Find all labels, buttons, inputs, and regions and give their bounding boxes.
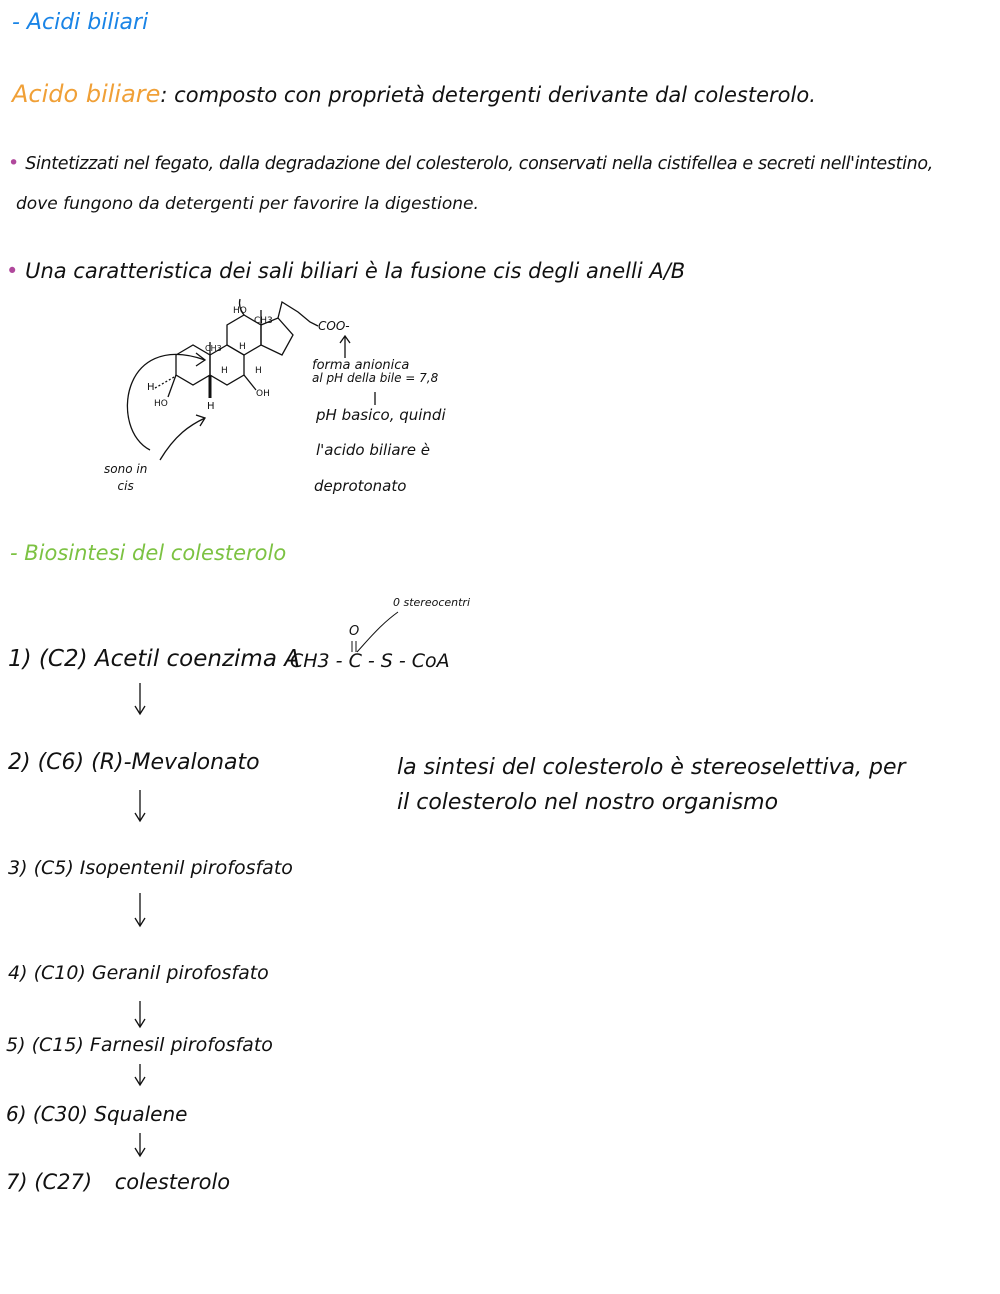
stereo-sentence-line-2: il colesterolo nel nostro organismo [397,790,779,815]
step-5 [6,1034,273,1056]
step-6-carbons: (C30) [32,1102,88,1126]
step-1-carbons: (C2) [38,646,88,672]
bullet-marker: • [8,152,20,174]
step-6-number: 6) [6,1102,27,1126]
hashed-h-bond [155,376,176,388]
step-7-number: 7) [6,1170,28,1194]
label-coo: COO- [318,319,350,333]
step-3-carbons: (C5) [33,857,74,879]
stereo-sentence-line-1: la sintesi del colesterolo è stereoselettiva, per [397,755,906,780]
bullet-2-line-1 [6,259,685,283]
step-4-carbons: (C10) [33,962,86,984]
arrow-3-4-head [135,918,145,926]
acetyl-formula: CH3 - C - S - CoA [290,650,450,672]
annotation-acid: l'acido biliare è [316,441,430,459]
section-title-acidi-biliari: - Acidi biliari [12,10,149,35]
ho-bond-left [168,375,176,397]
annotation-anion-line-2: al pH della bile = 7,8 [312,371,439,385]
annotation-anion [312,360,438,384]
step-5-number: 5) [6,1034,26,1056]
arrow-5-6-head [135,1077,145,1085]
step-1-name: Acetil coenzima A [94,646,300,672]
step-3 [8,857,293,879]
arrow-4-5-head [135,1019,145,1027]
definition-colon: : [160,83,168,107]
step-4-name: Geranil pirofosfato [91,962,269,984]
label-ho-left: HO [154,399,168,409]
section-title-biosintesi: - Biosintesi del colesterolo [10,541,287,565]
step-6 [6,1102,187,1126]
oh-bond [244,375,256,390]
label-h-left: H [147,382,155,393]
label-ch3-top: CH3 [254,316,273,326]
coo-arrow-head [340,336,350,343]
step-7-name: colesterolo [114,1170,231,1194]
step-2 [8,750,260,775]
definition [12,80,816,108]
step-5-name: Farnesil pirofosfato [89,1034,273,1056]
cis-arrow-lower [160,418,205,460]
cis-label [104,461,147,495]
label-h-ring-2: H [239,342,246,352]
label-h-ring-3: H [255,366,262,376]
step-1-number: 1) [8,646,32,672]
step-3-name: Isopentenil pirofosfato [79,857,293,879]
definition-term: Acido biliare [12,80,161,108]
step-4-number: 4) [8,962,28,984]
step-2-number: 2) [8,750,31,775]
step-7-carbons: (C27) [34,1170,93,1194]
arrow-2-3-head [135,813,145,821]
cis-arrow-lower-head [196,415,205,426]
step-5-carbons: (C15) [31,1034,84,1056]
bullet-2-text: Una caratteristica dei sali biliari è la fusione cis degli anelli A/B [25,259,686,283]
bullet-1-text: Sintetizzati nel fegato, dalla degradazione del colesterolo, conservati nella cistifellea e secreti nell'intestino, [25,154,933,174]
label-oh: OH [256,389,270,399]
step-1 [8,646,300,672]
annotation-deprotonated: deprotonato [314,477,407,495]
annotation-anion-line-1: forma anionica [312,358,410,373]
cis-label-line-2: cis [117,479,134,493]
label-ch3-left: CH3 [205,344,222,353]
step-4 [8,962,269,984]
label-h-ring-1: H [221,366,228,376]
arrow-1-2-head [135,706,145,714]
arrow-6-7-head [135,1148,145,1156]
acetyl-oxygen: O [349,624,360,639]
stereo-sentence [397,750,906,820]
step-2-carbons: (C6) [37,750,85,775]
label-ho-top: HO [233,306,247,316]
step-6-name: Squalene [94,1102,188,1126]
bullet-1-line-2: dove fungono da detergenti per favorire la digestione. [16,194,479,214]
annotation-ph: pH basico, quindi [316,406,446,424]
side-chain [278,302,318,326]
bullet-marker: • [6,259,19,283]
stereo-note: 0 stereocentri [393,596,471,609]
bullet-1-line-1 [8,152,933,174]
step-3-number: 3) [8,857,28,879]
step-2-name: (R)-Mevalonato [91,750,260,775]
step-7 [6,1170,230,1194]
label-h-b: H [207,401,215,412]
definition-text: composto con proprietà detergenti derivante dal colesterolo. [174,83,816,107]
cis-label-line-1: sono in [104,462,148,476]
cis-arrow-upper-head [196,353,205,366]
